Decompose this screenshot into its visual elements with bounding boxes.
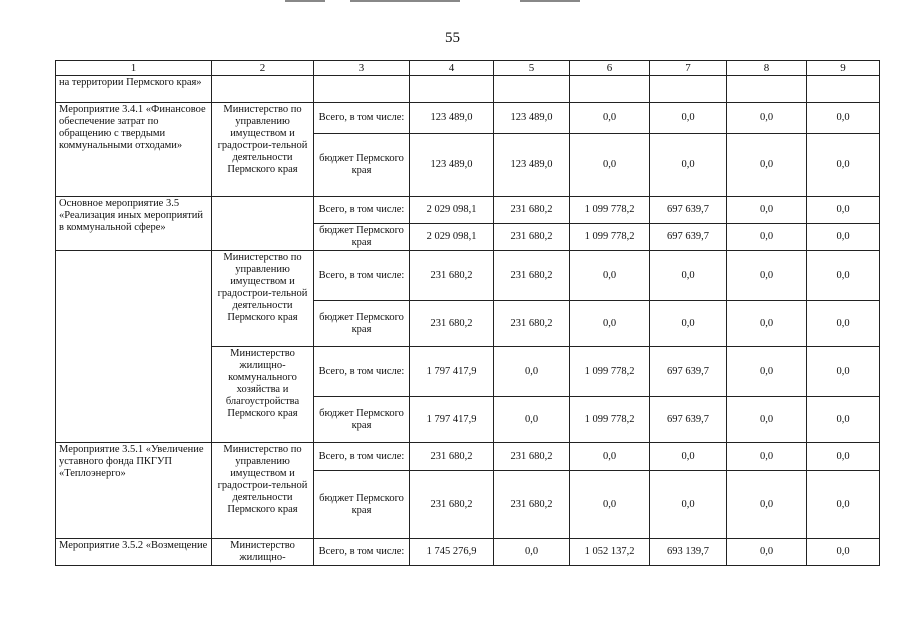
value-cell: 1 052 137,2 — [570, 539, 650, 566]
page-number: 55 — [445, 30, 460, 46]
value-cell: 697 639,7 — [650, 197, 727, 224]
budget-table — [55, 60, 880, 566]
value-cell: 1 099 778,2 — [570, 347, 650, 397]
funding-source-cell: Всего, в том числе: — [314, 347, 410, 397]
value-cell: 697 639,7 — [650, 224, 727, 251]
value-cell — [650, 76, 727, 103]
value-cell: 0,0 — [494, 347, 570, 397]
value-cell: 0,0 — [727, 251, 807, 301]
funding-source-cell: Всего, в том числе: — [314, 103, 410, 134]
value-cell: 0,0 — [727, 134, 807, 197]
column-header: 8 — [727, 61, 807, 76]
value-cell: 1 797 417,9 — [410, 397, 494, 443]
value-cell: 0,0 — [807, 397, 880, 443]
value-cell: 0,0 — [807, 539, 880, 566]
header-row — [56, 61, 880, 76]
value-cell: 123 489,0 — [494, 103, 570, 134]
value-cell: 231 680,2 — [494, 251, 570, 301]
value-cell: 231 680,2 — [410, 301, 494, 347]
top-scan-line-3 — [520, 0, 580, 2]
value-cell: 0,0 — [650, 301, 727, 347]
column-header: 3 — [314, 61, 410, 76]
value-cell: 0,0 — [650, 103, 727, 134]
activity-name-cell: Мероприятие 3.5.1 «Увеличение уставного фонда ПКГУП «Теплоэнерго» — [56, 443, 212, 539]
value-cell — [570, 76, 650, 103]
table-row — [56, 443, 880, 471]
value-cell: 0,0 — [570, 443, 650, 471]
activity-name-cell: Мероприятие 3.5.2 «Возмещение — [56, 539, 212, 566]
funding-source-cell: бюджет Пермского края — [314, 224, 410, 251]
value-cell: 0,0 — [650, 134, 727, 197]
value-cell: 0,0 — [650, 471, 727, 539]
funding-source-cell: Всего, в том числе: — [314, 443, 410, 471]
value-cell: 123 489,0 — [410, 134, 494, 197]
value-cell: 231 680,2 — [494, 301, 570, 347]
value-cell: 697 639,7 — [650, 347, 727, 397]
funding-source-cell: Всего, в том числе: — [314, 539, 410, 566]
column-header: 1 — [56, 61, 212, 76]
executor-cell: Министерство жилищно- — [212, 539, 314, 566]
column-header: 6 — [570, 61, 650, 76]
value-cell: 0,0 — [727, 197, 807, 224]
funding-source-cell: Всего, в том числе: — [314, 251, 410, 301]
column-header: 2 — [212, 61, 314, 76]
executor-cell: Министерство по управлению имуществом и градострои-тельной деятельности Пермского края — [212, 443, 314, 539]
value-cell: 0,0 — [650, 443, 727, 471]
value-cell: 0,0 — [570, 103, 650, 134]
value-cell: 0,0 — [807, 103, 880, 134]
value-cell: 123 489,0 — [494, 134, 570, 197]
activity-name-cell: Мероприятие 3.4.1 «Финансовое обеспечение затрат по обращению с твердыми коммунальными отходами» — [56, 103, 212, 197]
value-cell: 1 099 778,2 — [570, 397, 650, 443]
value-cell — [494, 76, 570, 103]
funding-source-cell: бюджет Пермского края — [314, 397, 410, 443]
top-scan-line-1 — [285, 0, 325, 2]
value-cell: 0,0 — [807, 251, 880, 301]
value-cell: 1 099 778,2 — [570, 197, 650, 224]
value-cell: 0,0 — [570, 251, 650, 301]
value-cell: 0,0 — [727, 347, 807, 397]
value-cell: 231 680,2 — [494, 224, 570, 251]
value-cell: 0,0 — [570, 301, 650, 347]
value-cell: 0,0 — [807, 347, 880, 397]
column-header: 7 — [650, 61, 727, 76]
value-cell: 231 680,2 — [410, 471, 494, 539]
funding-source-cell: бюджет Пермского края — [314, 471, 410, 539]
table-row — [56, 76, 880, 103]
value-cell: 231 680,2 — [410, 251, 494, 301]
value-cell: 0,0 — [807, 197, 880, 224]
value-cell: 0,0 — [807, 443, 880, 471]
executor-cell: Министерство жилищно-коммунального хозяйства и благоустройства Пермского края — [212, 347, 314, 443]
value-cell: 0,0 — [570, 134, 650, 197]
column-header: 9 — [807, 61, 880, 76]
value-cell: 693 139,7 — [650, 539, 727, 566]
funding-source-cell — [314, 76, 410, 103]
value-cell: 231 680,2 — [494, 443, 570, 471]
value-cell: 0,0 — [727, 443, 807, 471]
value-cell: 0,0 — [807, 471, 880, 539]
funding-source-cell: бюджет Пермского края — [314, 134, 410, 197]
value-cell: 231 680,2 — [494, 471, 570, 539]
funding-source-cell: Всего, в том числе: — [314, 197, 410, 224]
value-cell: 0,0 — [807, 301, 880, 347]
value-cell — [807, 76, 880, 103]
executor-cell — [212, 76, 314, 103]
value-cell: 0,0 — [727, 224, 807, 251]
value-cell: 0,0 — [727, 539, 807, 566]
value-cell: 0,0 — [727, 103, 807, 134]
value-cell: 0,0 — [807, 224, 880, 251]
executor-cell: Министерство по управлению имуществом и градострои-тельной деятельности Пермского края — [212, 103, 314, 197]
table-row — [56, 103, 880, 134]
top-scan-line-2 — [350, 0, 460, 2]
value-cell — [410, 76, 494, 103]
value-cell: 123 489,0 — [410, 103, 494, 134]
activity-name-cell: на территории Пермского края» — [56, 76, 212, 103]
value-cell: 231 680,2 — [494, 197, 570, 224]
value-cell: 1 099 778,2 — [570, 224, 650, 251]
value-cell — [727, 76, 807, 103]
table-row — [56, 251, 880, 301]
value-cell: 0,0 — [727, 471, 807, 539]
value-cell: 0,0 — [570, 471, 650, 539]
value-cell: 1 797 417,9 — [410, 347, 494, 397]
value-cell: 0,0 — [727, 301, 807, 347]
value-cell: 2 029 098,1 — [410, 197, 494, 224]
value-cell: 0,0 — [494, 397, 570, 443]
value-cell: 2 029 098,1 — [410, 224, 494, 251]
column-header: 4 — [410, 61, 494, 76]
value-cell: 0,0 — [494, 539, 570, 566]
value-cell: 0,0 — [807, 134, 880, 197]
activity-name-cell — [56, 251, 212, 443]
table-row — [56, 539, 880, 566]
value-cell: 697 639,7 — [650, 397, 727, 443]
column-header: 5 — [494, 61, 570, 76]
activity-name-cell: Основное мероприятие 3.5 «Реализация иных мероприятий в коммунальной сфере» — [56, 197, 212, 251]
funding-source-cell: бюджет Пермского края — [314, 301, 410, 347]
value-cell: 1 745 276,9 — [410, 539, 494, 566]
executor-cell: Министерство по управлению имуществом и градострои-тельной деятельности Пермского края — [212, 251, 314, 347]
value-cell: 231 680,2 — [410, 443, 494, 471]
executor-cell — [212, 197, 314, 251]
table-row — [56, 197, 880, 224]
value-cell: 0,0 — [650, 251, 727, 301]
value-cell: 0,0 — [727, 397, 807, 443]
